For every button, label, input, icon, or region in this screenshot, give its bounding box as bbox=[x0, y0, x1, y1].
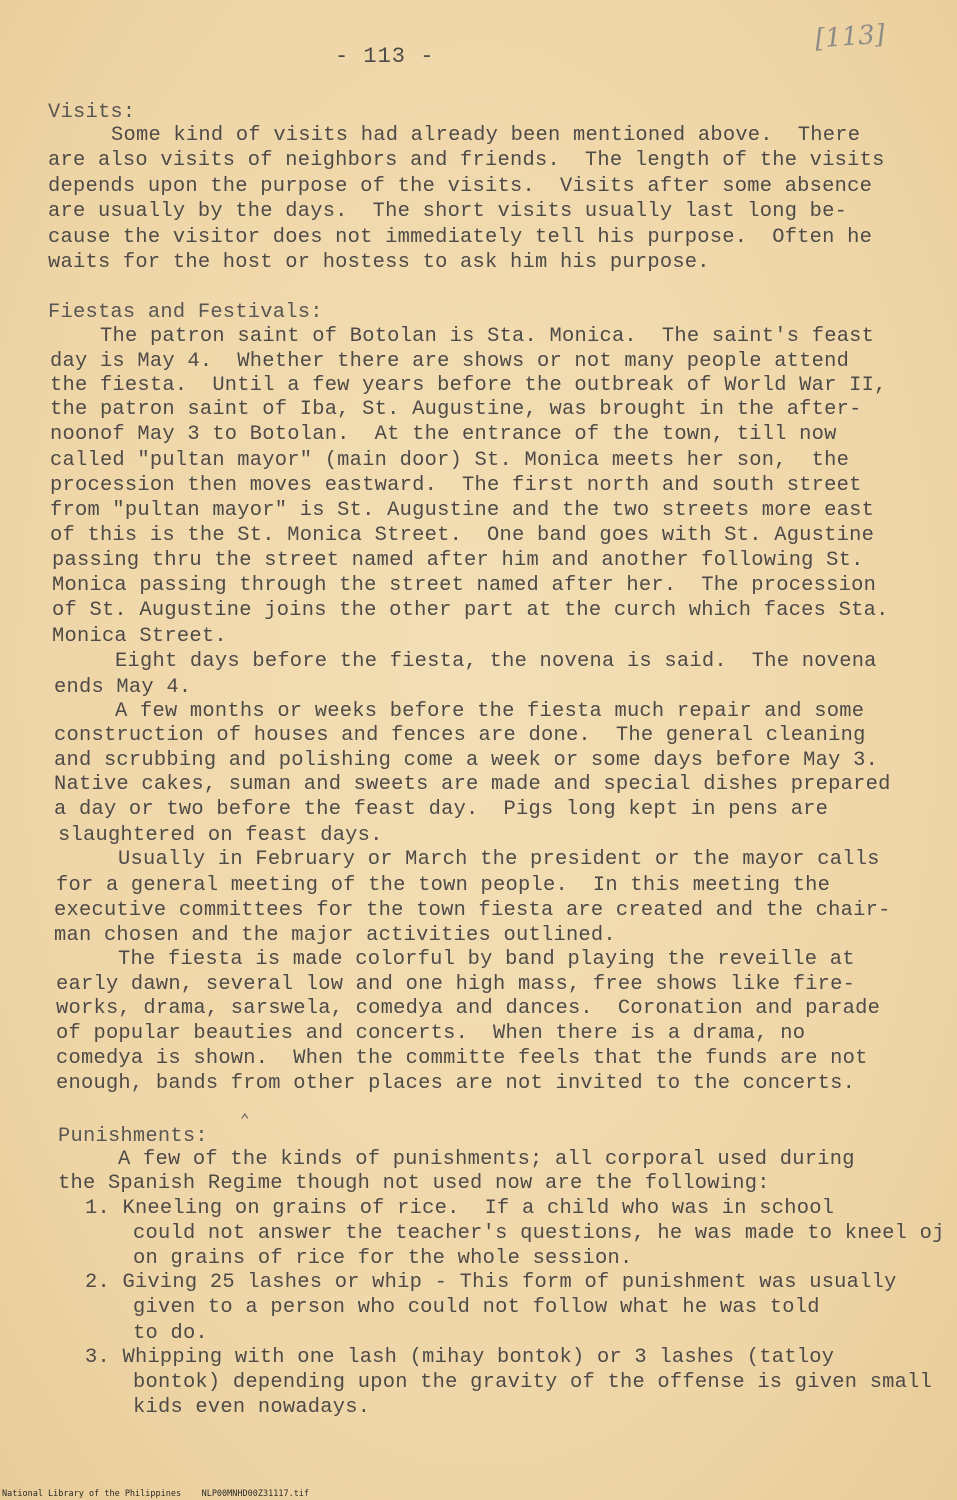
fiestas-line: The fiesta is made colorful by band playing the reveille at bbox=[118, 948, 855, 971]
fiestas-line: the fiesta. Until a few years before the outbreak of World War II, bbox=[50, 374, 887, 397]
handwritten-mark-icon: ⌃ bbox=[240, 1112, 250, 1130]
fiestas-line: day is May 4. Whether there are shows or not many people attend bbox=[50, 350, 850, 373]
fiestas-line: Native cakes, suman and sweets are made and special dishes prepared bbox=[54, 773, 891, 796]
fiestas-line: a day or two before the feast day. Pigs long kept in pens are bbox=[54, 798, 829, 821]
punishments-line: bontok) depending upon the gravity of the offense is given small bbox=[133, 1371, 933, 1394]
fiestas-line: Monica passing through the street named after her. The procession bbox=[52, 574, 877, 597]
punishments-line: to do. bbox=[133, 1322, 208, 1345]
fiestas-line: of this is the St. Monica Street. One band goes with St. Agustine bbox=[50, 524, 875, 547]
fiestas-line: Monica Street. bbox=[52, 625, 227, 648]
fiestas-line: ends May 4. bbox=[54, 676, 192, 699]
fiestas-line: A few months or weeks before the fiesta much repair and some bbox=[115, 700, 865, 723]
fiestas-line: of popular beauties and concerts. When there is a drama, no bbox=[56, 1022, 806, 1045]
punishments-list-item: 1. Kneeling on grains of rice. If a child who was in school bbox=[85, 1197, 835, 1220]
section-heading-fiestas: Fiestas and Festivals: bbox=[48, 301, 323, 324]
fiestas-line: called "pultan mayor" (main door) St. Monica meets her son, the bbox=[50, 449, 850, 472]
archive-footer: National Library of the Philippines NLP00MNHD00Z31117.tif bbox=[2, 1489, 310, 1499]
visits-line: are usually by the days. The short visits usually last long be- bbox=[48, 200, 848, 223]
punishments-line: kids even nowadays. bbox=[133, 1396, 371, 1419]
section-heading-punishments: Punishments: bbox=[58, 1125, 208, 1148]
archive-number: [113] bbox=[814, 19, 886, 55]
punishments-list-item: 3. Whipping with one lash (mihay bontok) or 3 lashes (tatloy bbox=[85, 1346, 835, 1369]
punishments-line: could not answer the teacher's questions, he was made to kneel oj bbox=[133, 1222, 945, 1245]
punishments-line: given to a person who could not follow what he was told bbox=[133, 1296, 820, 1319]
visits-line: depends upon the purpose of the visits. Visits after some absence bbox=[48, 175, 873, 198]
fiestas-line: executive committees for the town fiesta are created and the chair- bbox=[54, 899, 891, 922]
fiestas-line: the patron saint of Iba, St. Augustine, was brought in the after- bbox=[50, 398, 862, 421]
fiestas-line: from "pultan mayor" is St. Augustine and the two streets more east bbox=[50, 499, 875, 522]
fiestas-line: works, drama, sarswela, comedya and dances. Coronation and parade bbox=[56, 997, 881, 1020]
fiestas-line: procession then moves eastward. The first north and south street bbox=[50, 474, 862, 497]
visits-line: cause the visitor does not immediately tell his purpose. Often he bbox=[48, 226, 873, 249]
visits-line: waits for the host or hostess to ask him his purpose. bbox=[48, 251, 710, 274]
punishments-line: the Spanish Regime though not used now are the following: bbox=[58, 1172, 770, 1195]
visits-line: Some kind of visits had already been mentioned above. There bbox=[111, 124, 861, 147]
fiestas-line: early dawn, several low and one high mass, free shows like fire- bbox=[56, 973, 856, 996]
punishments-list-item: 2. Giving 25 lashes or whip - This form of punishment was usually bbox=[85, 1271, 897, 1294]
punishments-line: on grains of rice for the whole session. bbox=[133, 1247, 633, 1270]
fiestas-line: Usually in February or March the president or the mayor calls bbox=[118, 848, 880, 871]
fiestas-line: The patron saint of Botolan is Sta. Monica. The saint's feast bbox=[100, 325, 875, 348]
fiestas-line: of St. Augustine joins the other part at the curch which faces Sta. bbox=[52, 599, 889, 622]
visits-line: are also visits of neighbors and friends. The length of the visits bbox=[48, 149, 885, 172]
fiestas-line: Eight days before the fiesta, the novena is said. The novena bbox=[115, 650, 877, 673]
fiestas-line: for a general meeting of the town people. In this meeting the bbox=[56, 874, 831, 897]
punishments-line: A few of the kinds of punishments; all corporal used during bbox=[118, 1148, 855, 1171]
fiestas-line: comedya is shown. When the committe feels that the funds are not bbox=[56, 1047, 868, 1070]
fiestas-line: slaughtered on feast days. bbox=[58, 824, 383, 847]
fiestas-line: and scrubbing and polishing come a week or some days before May 3. bbox=[54, 749, 879, 772]
fiestas-line: passing thru the street named after him and another following St. bbox=[52, 549, 864, 572]
fiestas-line: noonof May 3 to Botolan. At the entrance of the town, till now bbox=[50, 423, 837, 446]
page-number: - 113 - bbox=[335, 44, 435, 69]
section-heading-visits: Visits: bbox=[48, 101, 136, 124]
fiestas-line: enough, bands from other places are not invited to the concerts. bbox=[56, 1072, 856, 1095]
fiestas-line: man chosen and the major activities outlined. bbox=[54, 924, 616, 947]
fiestas-line: construction of houses and fences are done. The general cleaning bbox=[54, 724, 866, 747]
